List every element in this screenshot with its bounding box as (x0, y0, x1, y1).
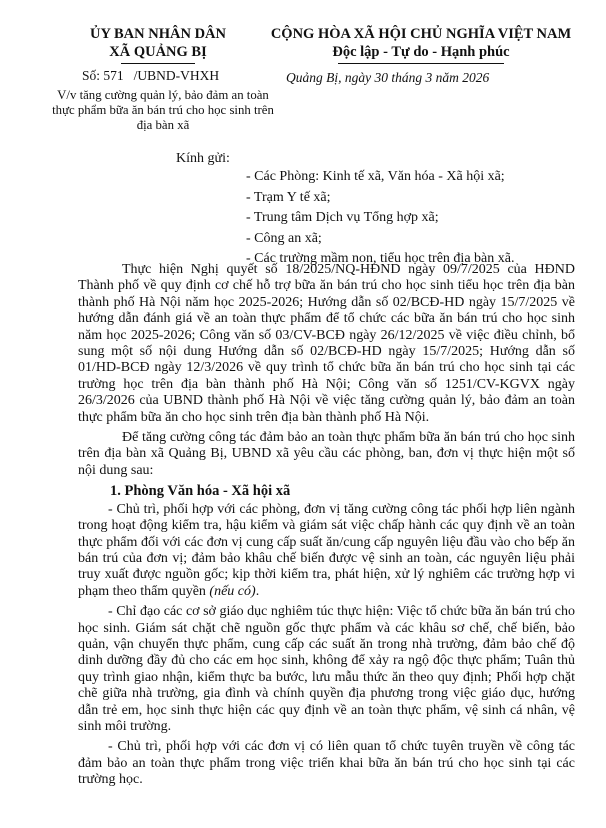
section-1-heading: 1. Phòng Văn hóa - Xã hội xã (110, 483, 291, 500)
body-paragraph-5: - Chủ trì, phối hợp với các đơn vị có liên quan tổ chức tuyên truyền về công tác đảm bảo an toàn thực phẩm trong việc triển khai bữa ăn bán trú cho học sinh tại các trường học. (78, 739, 575, 788)
place-date: Quảng Bị, ngày 30 tháng 3 năm 2026 (286, 70, 490, 85)
motto-line-1: CỘNG HÒA XÃ HỘI CHỦ NGHĨA VIỆT NAM (270, 26, 572, 42)
document-number (82, 68, 219, 84)
body-paragraph-3-text: - Chủ trì, phối hợp với các phòng, đơn vị tăng cường công tác phối hợp liên ngành trong hoạt động kiểm tra, hậu kiểm và giám sát việc chấp hành các quy định về an toàn thực phẩm đối với các đơn vị cung cấp suất ăn/cung cấp nguyên liệu đầu vào cho bếp ăn bán trú của đơn vị; đảm bảo khâu chế biến được vệ sinh an toàn, các nguyên liệu phải truy xuất được nguồn gốc; kịp thời kiểm tra, phát hiện, xử lý nghiêm các trường hợp vi phạm theo thẩm quyền (78, 501, 575, 599)
agency-line-2: XÃ QUẢNG BỊ (109, 44, 207, 60)
body-paragraph-3-note: (nếu có) (209, 583, 256, 599)
recipient-item: - Các trường mầm non, tiểu học trên địa bàn xã. (246, 251, 515, 266)
document-number-prefix: Số: 571 (82, 68, 124, 83)
motto-line-2: Độc lập - Tự do - Hạnh phúc (332, 44, 510, 60)
national-motto (262, 26, 580, 61)
recipient-item: - Công an xã; (246, 230, 322, 246)
document-body (78, 262, 575, 793)
recipient-item: - Trung tâm Dịch vụ Tổng hợp xã; (246, 210, 439, 225)
recipient-list (246, 167, 514, 270)
body-paragraph-4: - Chỉ đạo các cơ sở giáo dục nghiêm túc thực hiện: Việc tổ chức bữa ăn bán trú cho học sinh. Giám sát chặt chẽ nguồn gốc thực phẩm và các khâu sơ chế, chế biến, bảo quản, vận chuyển thực phẩm, cung cấp các suất ăn trong nhà trường, đảm bảo chế độ dinh dưỡng đầy đủ cho các em học sinh, không để xảy ra ngộ độc thực phẩm; Tuân thủ quy trình giao nhận, kiểm thực ba bước, lưu mẫu thức ăn theo quy định; Phối hợp chặt chẽ giữa nhà trường, gia đình và chính quyền địa phương trong việc giáo dục, hướng dẫn trẻ em, học sinh thực hiện các quy định về an toàn thực phẩm, vệ sinh cá nhân, vệ sinh môi trường. (78, 604, 575, 734)
agency-line-1: ỦY BAN NHÂN DÂN (89, 26, 226, 42)
document-number-suffix: /UBND-VHXH (133, 68, 220, 83)
document-subject: V/v tăng cường quản lý, bảo đảm an toàn thực phẩm bữa ăn bán trú cho học sinh trên địa bàn xã (52, 88, 274, 132)
recipient-item: - Trạm Y tế xã; (246, 189, 331, 205)
body-paragraph-2: Để tăng cường công tác đảm bảo an toàn thực phẩm bữa ăn bán trú cho học sinh trên địa bàn xã Quảng Bị, UBND xã yêu cầu các phòng, ban, đơn vị thực hiện một số nội dung sau: (78, 430, 575, 478)
body-paragraph-1: Thực hiện Nghị quyết số 18/2025/NQ-HĐND ngày 09/7/2025 của HĐND Thành phố về quy định cơ chế hỗ trợ bữa ăn bán trú cho học sinh tiểu học trên địa bàn thành phố Hà Nội năm học 2025-2026; Hướng dẫn số 02/BCĐ-HD ngày 15/7/2025 về hướng dẫn đánh giá về an toàn thực phẩm để tổ chức các bữa ăn bán trú cho học sinh năm học 2025-2026; Công văn số 03/CV-BCĐ ngày 26/12/2025 về việc điều chỉnh, bổ sung một số nội dung Hướng dẫn số 02/BCĐ-HD ngày 15/7/2025; Hướng dẫn số 01/HD-BCĐ ngày 12/3/2026 về quy trình tổ chức bữa ăn bán trú cho học sinh tại các trường học trên địa bàn thành phố Hà Nội; Công văn số 1251/CV-KGVX ngày 26/3/2026 của UBND thành phố Hà Nội về việc tăng cường quản lý, bảo đảm an toàn thực phẩm bữa ăn cho học sinh trên địa bàn thành phố Hà Nội. (78, 262, 575, 425)
issuing-agency (58, 26, 258, 61)
body-paragraph-3: - Chủ trì, phối hợp với các phòng, đơn vị tăng cường công tác phối hợp liên ngành trong hoạt động kiểm tra, hậu kiểm và giám sát việc chấp hành các quy định về an toàn thực phẩm đối với các đơn vị cung cấp suất ăn/cung cấp nguyên liệu đầu vào cho bếp ăn bán trú của đơn vị; đảm bảo khâu chế biến được vệ sinh an toàn, các nguyên liệu phải truy xuất được nguồn gốc; kịp thời kiểm tra, phát hiện, xử lý nghiêm các trường hợp vi phạm theo thẩm quyền (nếu có). (78, 501, 575, 599)
kinh-gui-label: Kính gửi: (176, 151, 230, 166)
recipient-item: - Các Phòng: Kinh tế xã, Văn hóa - Xã hội xã; (246, 169, 505, 184)
